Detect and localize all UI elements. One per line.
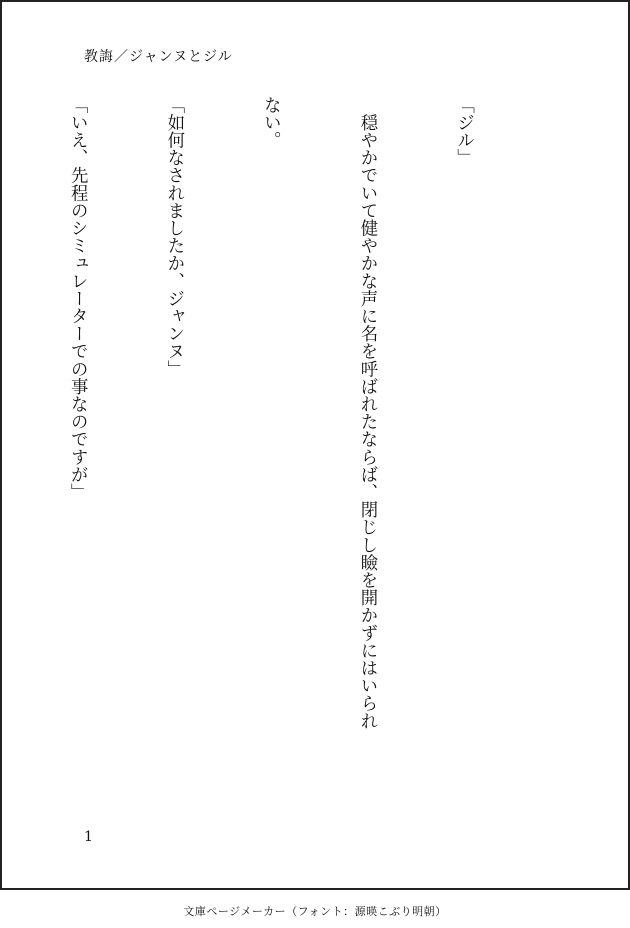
text-line: 穏やかでいて健やかな声に名を呼ばれたならば、閉じし瞼を開かずにはいられ (356, 96, 377, 730)
text-line: 「如何なされましたか、ジャンヌ」 (163, 96, 184, 378)
vertical-body-text (67, 96, 544, 826)
page-number: 1 (84, 829, 93, 845)
document-title: 教誨／ジャンヌとジル (84, 49, 233, 65)
text-line: ない。 (260, 96, 281, 149)
text-line: 「ジル」 (453, 96, 474, 167)
footer-credit: 文庫ページメーカー（フォント：源暎こぶり明朝） (183, 905, 447, 918)
text-line: 「いえ、先程のシミュレーターでの事なのですが」 (67, 96, 88, 501)
